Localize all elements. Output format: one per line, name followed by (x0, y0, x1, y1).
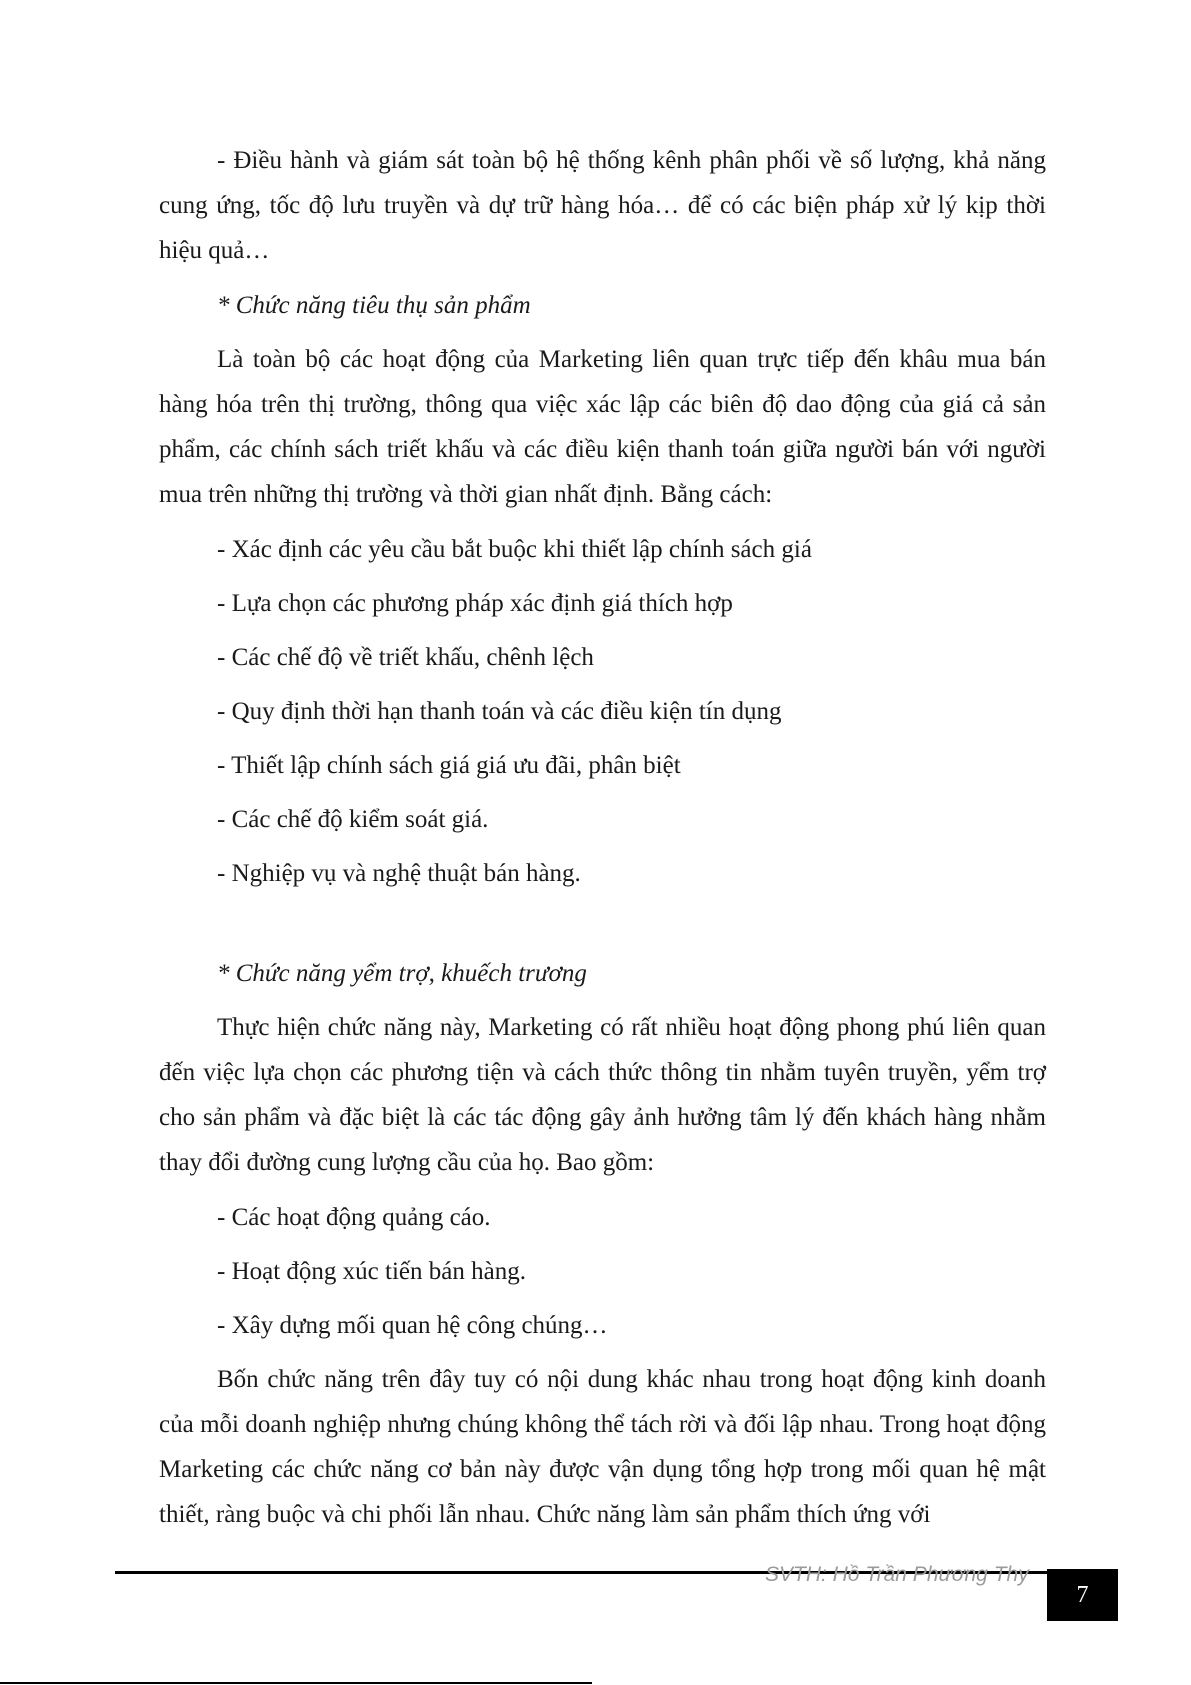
heading-promotion-function: * Chức năng yểm trợ, khuếch trương (217, 960, 587, 987)
list-item: - Lựa chọn các phương pháp xác định giá thích hợp (217, 590, 733, 617)
list-item: - Các chế độ về triết khấu, chênh lệch (217, 644, 594, 671)
paragraph-sales-function: Là toàn bộ các hoạt động của Marketing liên quan trực tiếp đến khâu mua bán hàng hóa trên thị trường, thông qua việc xác lập các biên độ dao động của giá cả sản phẩm, các chính sách triết khấu và các điều kiện thanh toán giữa người bán với người mua trên những thị trường và thời gian nhất định. Bằng cách: (159, 346, 1046, 508)
list-item: - Các hoạt động quảng cáo. (217, 1204, 491, 1231)
paragraph-promotion-function: Thực hiện chức năng này, Marketing có rất nhiều hoạt động phong phú liên quan đến việc lựa chọn các phương tiện và cách thức thông tin nhằm tuyên truyền, yểm trợ cho sản phẩm và đặc biệt là các tác động gây ảnh hưởng tâm lý đến khách hàng nhằm thay đổi đường cung lượng cầu của họ. Bao gồm: (159, 1014, 1046, 1176)
list-item: - Quy định thời hạn thanh toán và các điều kiện tín dụng (217, 698, 782, 725)
page-number-box (1047, 1569, 1118, 1621)
paragraph-four-functions: Bốn chức năng trên đây tuy có nội dung khác nhau trong hoạt động kinh doanh của mỗi doanh nghiệp nhưng chúng không thể tách rời và đối lập nhau. Trong hoạt động Marketing các chức năng cơ bản này được vận dụng tổng hợp trong mối quan hệ mật thiết, ràng buộc và chi phối lẫn nhau. Chức năng làm sản phẩm thích ứng với (159, 1366, 1046, 1528)
blank-line (159, 905, 1046, 951)
list-promotion-activities (159, 1195, 1046, 1348)
list-item: - Hoạt động xúc tiến bán hàng. (217, 1258, 526, 1285)
bottom-rule (0, 1682, 592, 1684)
list-item: - Xác định các yêu cầu bắt buộc khi thiết lập chính sách giá (217, 536, 812, 563)
list-item: - Xây dựng mối quan hệ công chúng… (217, 1312, 608, 1339)
list-item: - Các chế độ kiểm soát giá. (217, 806, 489, 833)
page-number: 7 (1076, 1581, 1089, 1608)
page-body (159, 138, 1046, 1547)
list-item: - Thiết lập chính sách giá giá ưu đãi, phân biệt (217, 752, 681, 779)
paragraph-distribution-control: - Điều hành và giám sát toàn bộ hệ thống kênh phân phối về số lượng, khả năng cung ứng, tốc độ lưu truyền và dự trữ hàng hóa… để có các biện pháp xử lý kịp thời hiệu quả… (159, 147, 1046, 264)
list-item: - Nghiệp vụ và nghệ thuật bán hàng. (217, 860, 581, 887)
heading-sales-function: * Chức năng tiêu thụ sản phẩm (217, 292, 531, 319)
footer-author: SVTH: Hồ Trần Phương Thy (765, 1563, 1029, 1586)
list-sales-methods (159, 527, 1046, 896)
